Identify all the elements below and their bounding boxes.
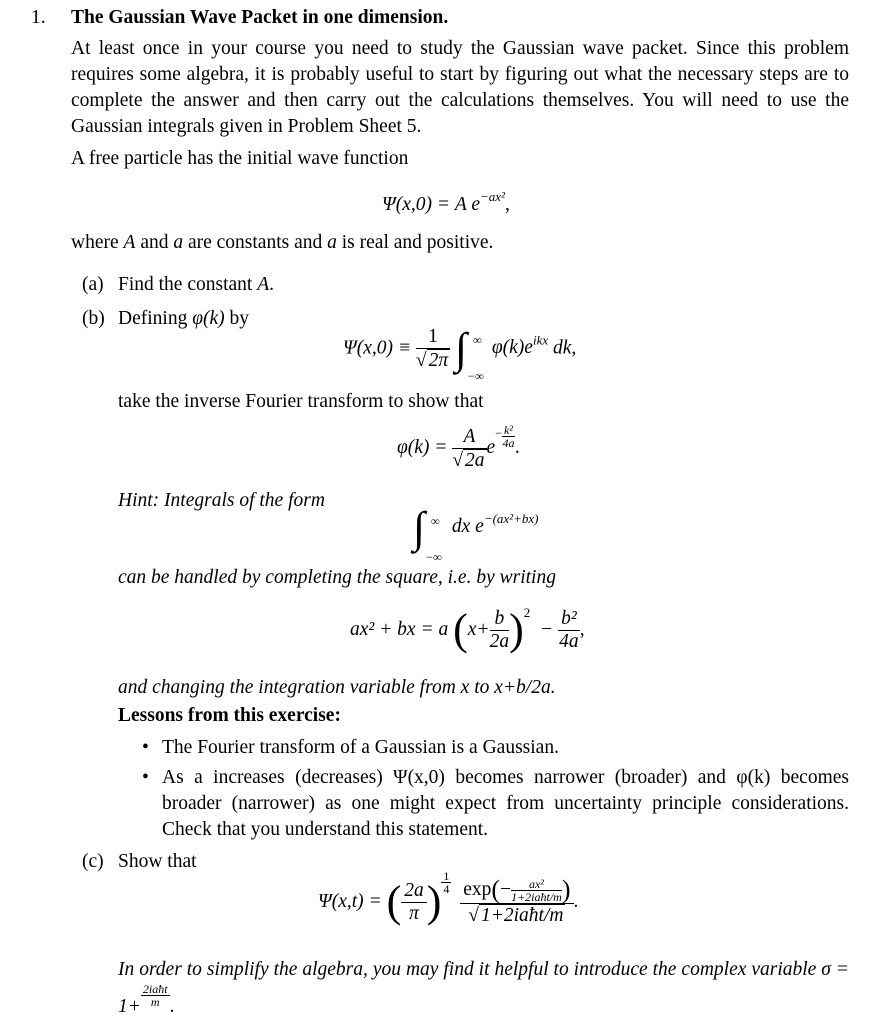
sigma-fraction <box>141 983 170 1008</box>
comma: , <box>504 194 510 215</box>
ft-lhs: Ψ(x,0) ≡ <box>343 337 412 359</box>
ft-upper-limit: ∞ <box>473 333 482 348</box>
sq-b: b <box>490 608 510 631</box>
exp-frac <box>511 878 562 903</box>
part-c-text: Show that <box>118 851 197 872</box>
fourier-definition-equation <box>343 324 577 384</box>
exp-den: 1+2iaħt/m <box>511 890 562 905</box>
lessons-list <box>142 735 849 843</box>
sq-square: 2 <box>523 605 531 620</box>
psixt-lhs: Ψ(x,t) = <box>318 891 382 912</box>
sigma-period: . <box>169 996 175 1017</box>
where-a1: a <box>173 232 184 253</box>
sq-b-over-2a <box>490 608 510 653</box>
part-b-body: Defining <box>118 308 193 329</box>
sq-lhs: ax² + bx = a <box>350 619 449 640</box>
psi0-lhs: Ψ(x,0) = A e <box>382 194 480 215</box>
hint-body: dx e <box>451 516 484 537</box>
part-b-by: by <box>224 308 250 329</box>
bullet-icon: • <box>142 737 149 758</box>
psixt-numerator <box>460 875 573 905</box>
part-c-hint-text: In order to simplify the algebra, you may find it helpful to introduce the complex variable σ = 1+ <box>118 959 849 1017</box>
phi-num: A <box>452 426 486 449</box>
sq-4a: 4a <box>559 631 579 653</box>
sigma-den: m <box>150 995 160 1009</box>
hint-integral-equation <box>413 503 539 564</box>
part-a-text <box>118 272 274 298</box>
ft-integral <box>455 324 484 384</box>
ft-den: √ 2π <box>415 350 449 371</box>
right-paren: ) <box>509 605 524 654</box>
psixt-quarter <box>441 870 451 895</box>
ft-body: φ(k)e <box>491 337 533 359</box>
psi-xt-equation <box>318 870 578 927</box>
phi-exp-minus: − <box>495 426 502 440</box>
quarter-den: 4 <box>443 882 450 896</box>
part-a-label: (a) <box>82 274 104 295</box>
hint-integral <box>413 503 442 564</box>
sigma-num: 2iaħt <box>142 982 168 996</box>
den-sqrt: 1+2iaħt/m <box>480 905 564 927</box>
psixt-2a: 2a <box>401 880 427 903</box>
lesson-item <box>142 765 849 843</box>
hint-change-variable: and changing the integration variable from x to x+b/2a. <box>118 677 556 698</box>
sq-minus: − <box>541 619 553 640</box>
exp-num: ax² <box>511 878 562 891</box>
quarter-num: 1 <box>443 869 450 883</box>
sq-b2-over-4a <box>558 608 580 653</box>
hint-text: Hint: Integrals of the form <box>118 490 325 511</box>
where-and: and <box>135 232 174 253</box>
part-a-body: Find the constant <box>118 274 258 295</box>
lesson-1-text: The Fourier transform of a Gaussian is a Gaussian. <box>162 737 559 758</box>
where-mid: are constants and <box>183 232 328 253</box>
lesson-item <box>142 735 849 761</box>
sq-x-plus: x+ <box>467 619 490 640</box>
sq-2a: 2a <box>489 631 510 653</box>
part-b-label: (b) <box>82 308 105 329</box>
where-text <box>71 230 493 256</box>
bullet-icon: • <box>142 767 149 788</box>
psi0-exponent: −ax² <box>479 189 505 204</box>
ft-prefactor <box>416 326 450 372</box>
problem-title: The Gaussian Wave Packet in one dimension. <box>71 7 449 28</box>
phi-exponent <box>495 420 515 449</box>
hint-upper-limit: ∞ <box>431 514 440 528</box>
setup-text: A free particle has the initial wave function <box>71 148 409 169</box>
part-b-text <box>118 306 249 332</box>
sq-comma: , <box>579 619 585 640</box>
exp-left-paren: ( <box>491 875 501 904</box>
ft-num: 1 <box>416 326 450 349</box>
problem-number: 1. <box>31 7 46 28</box>
psixt-right-paren: ) <box>426 877 442 926</box>
ft-sqrt: 2π <box>428 350 449 371</box>
psixt-period: . <box>573 891 579 912</box>
lesson-2-text: As a increases (decreases) Ψ(x,0) becomes narrower (broader) and φ(k) becomes broader (narrower) as one might expect from uncertainty principle considerations. Check that you understand this statement. <box>162 767 849 840</box>
phi-sqrt: 2a <box>465 449 485 471</box>
phi-result-equation <box>397 420 520 472</box>
phi-exp-num: k² <box>503 423 513 438</box>
ft-lower-limit: −∞ <box>467 369 484 384</box>
part-b-var: φ(k) <box>192 308 225 329</box>
where-post: is real and positive. <box>336 232 494 253</box>
part-b-take-text: take the inverse Fourier transform to show that <box>118 391 484 412</box>
integral-sign: ∫ <box>455 324 468 374</box>
initial-wavefunction-equation <box>382 184 510 218</box>
part-a-var: A <box>257 274 270 295</box>
phi-e: e <box>486 437 496 458</box>
phi-exp-den: 4a <box>502 436 515 451</box>
psixt-denominator: √ 1+2iaħt/m <box>468 905 564 927</box>
phi-lhs: φ(k) = <box>397 437 448 458</box>
psixt-pi: π <box>409 903 419 925</box>
sq-b2: b² <box>558 608 580 631</box>
hint-integral-sign: ∫ <box>413 503 426 552</box>
intro-paragraph: At least once in your course you need to study the Gaussian wave packet. Since this problem requires some algebra, it is probably useful to start by figuring out what the necessary steps are to complete the answer and then carry out the calculations themselves. You will need to use the Gaussian integrals given in Problem Sheet 5. <box>71 38 849 137</box>
exp-minus: − <box>500 879 512 900</box>
hint-completing-square: can be handled by completing the square, i.e. by writing <box>118 567 556 588</box>
where-pre: where <box>71 232 124 253</box>
lessons-title: Lessons from this exercise: <box>118 705 341 726</box>
completing-square-equation <box>350 600 585 653</box>
exp-right-paren: ) <box>561 875 571 904</box>
ft-exponent: ikx <box>532 332 549 348</box>
psixt-2a-over-pi <box>401 880 427 925</box>
phi-den: √ 2a <box>452 449 485 471</box>
part-c-label: (c) <box>82 851 104 872</box>
hint-lower-limit: −∞ <box>425 550 442 564</box>
hint-exponent: −(ax²+bx) <box>483 511 539 526</box>
phi-prefactor <box>452 426 486 472</box>
where-A: A <box>123 232 136 253</box>
psixt-main-fraction <box>460 875 573 927</box>
period: . <box>514 437 520 458</box>
part-c-hint <box>118 957 849 1020</box>
left-paren: ( <box>453 605 468 654</box>
phi-exp-frac <box>502 424 515 449</box>
ft-dk: dk, <box>548 337 577 359</box>
where-a2: a <box>327 232 337 253</box>
psixt-left-paren: ( <box>386 877 402 926</box>
part-a-end: . <box>269 274 274 295</box>
exp-word: exp <box>463 879 492 900</box>
